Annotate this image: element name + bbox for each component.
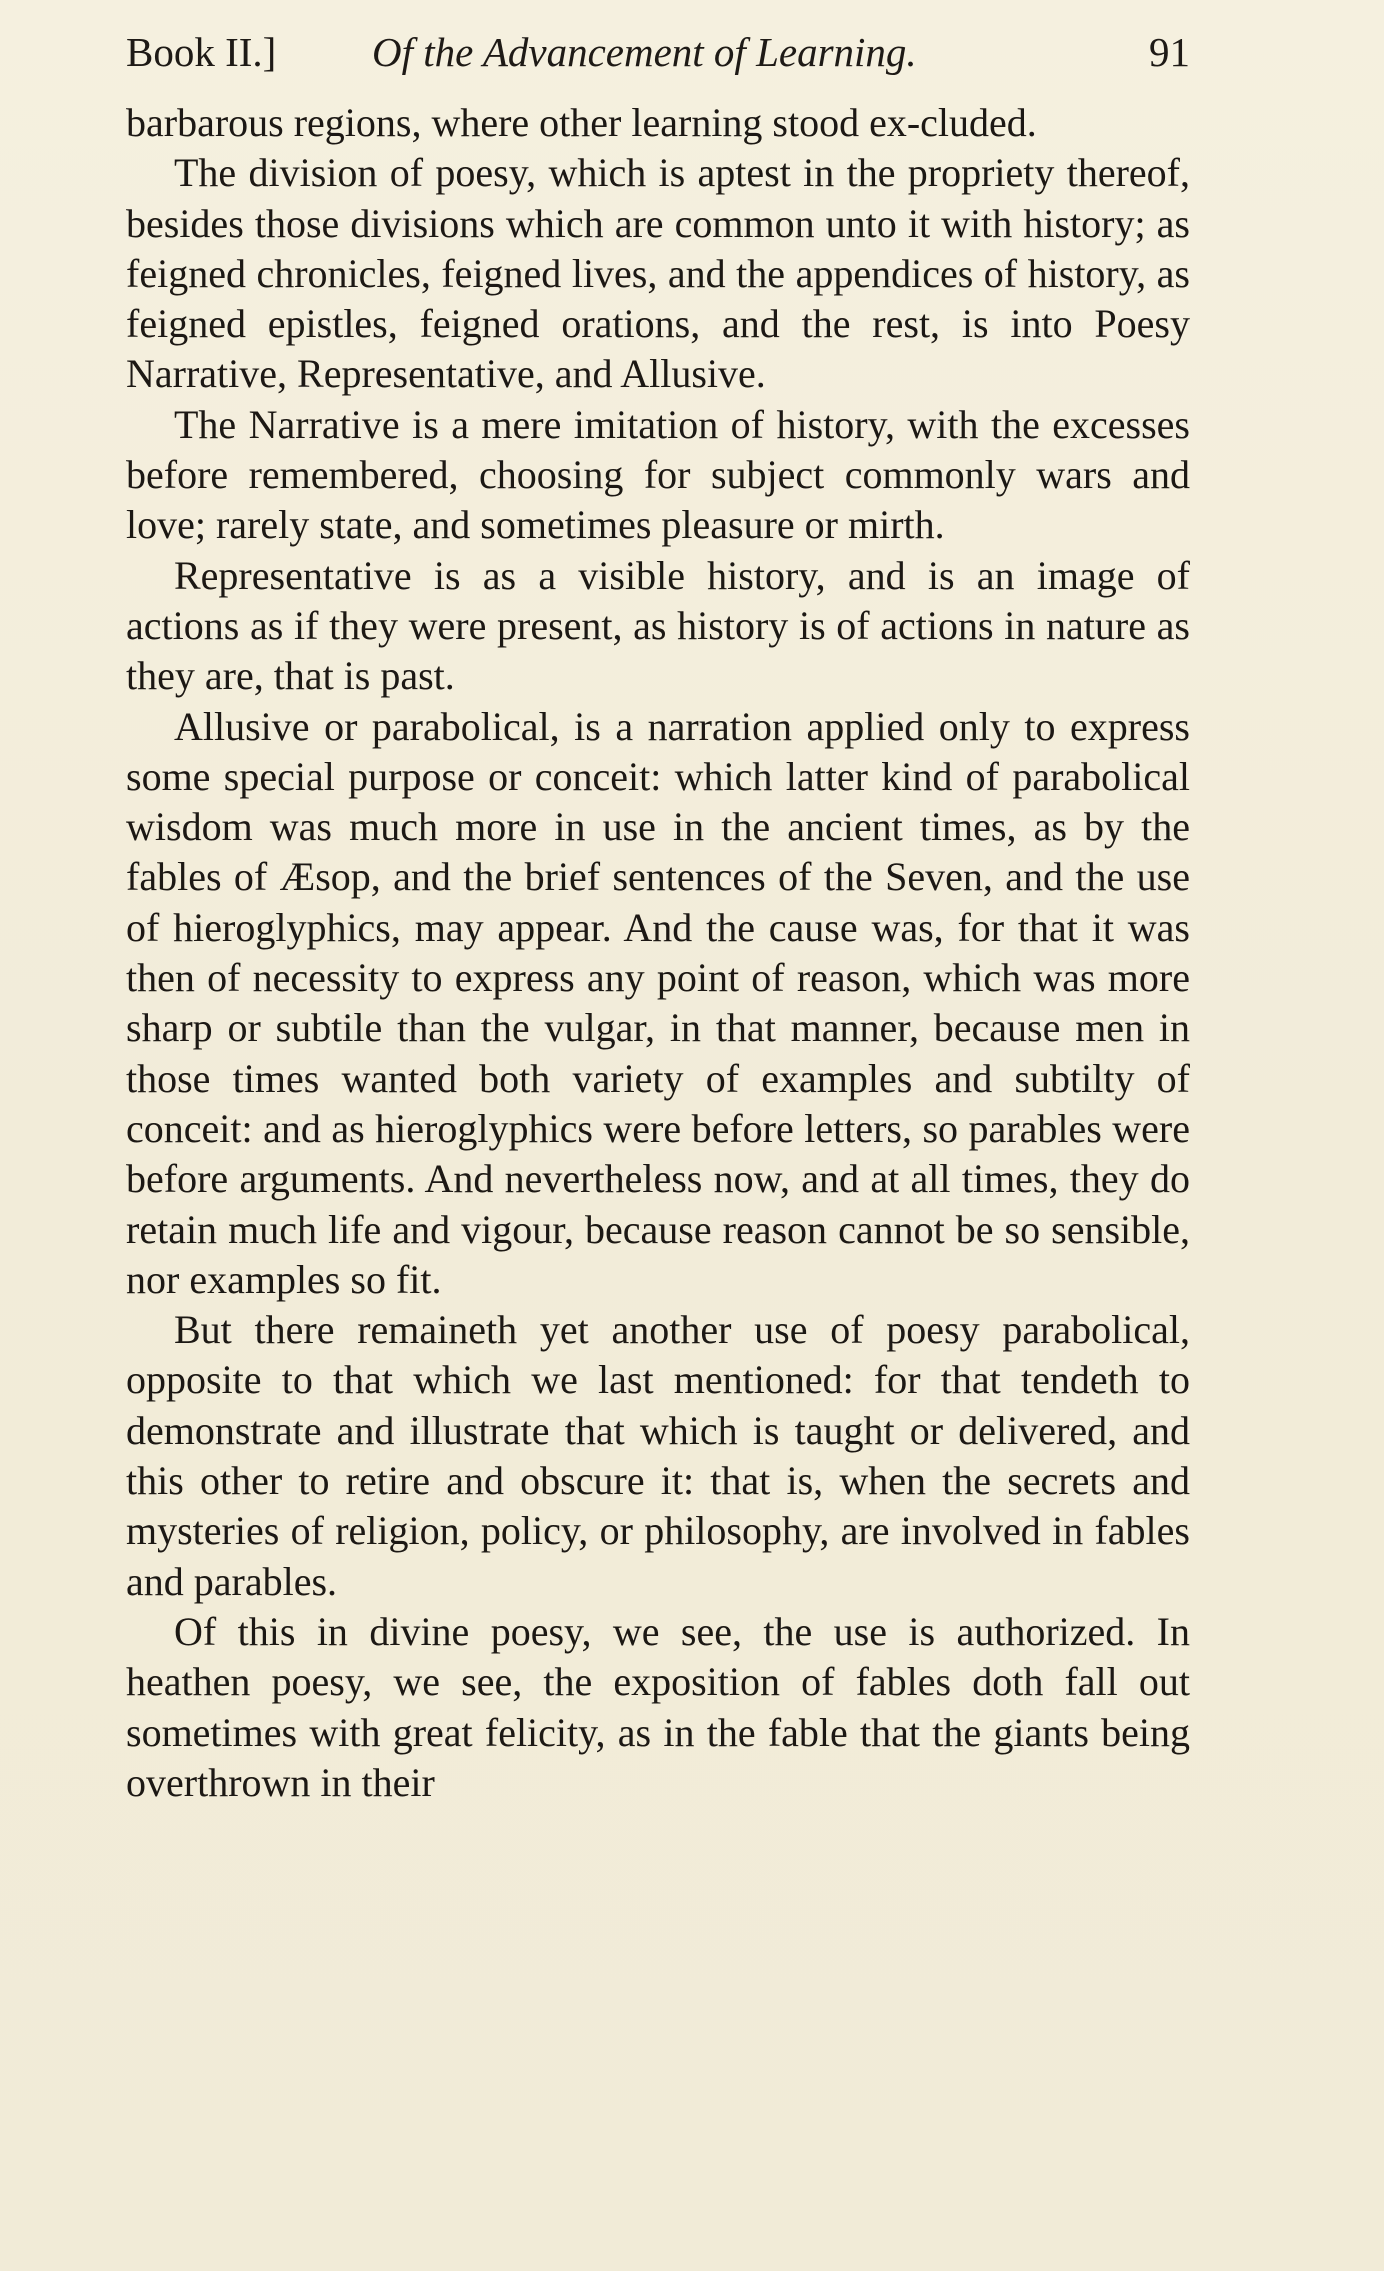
body-text [126,98,1190,1808]
paragraph-division-of-poesy: The division of poesy, which is aptest in the propriety thereof, besides those divisions which are common unto it with history; as feigned chronicles, feigned lives, and the appendices of history, as feigned epistles, feigned orations, and the rest, is into Poesy Narrative, Representative, and Allusive. [126,150,1190,397]
paragraph-continuation: barbarous regions, where other learning stood ex-cluded. [126,100,1037,145]
page-number: 91 [1149,29,1190,75]
paragraph-representative: Representative is as a visible history, and is an image of actions as if they were present, as history is of actions in nature as they are, that is past. [126,552,1190,699]
paragraph-narrative: The Narrative is a mere imitation of history, with the excesses before remembered, choosing for subject commonly wars and love; rarely state, and sometimes pleasure or mirth. [126,401,1190,548]
running-title: Of the Advancement of Learning. [372,29,917,75]
paragraph-another-use: But there remaineth yet another use of poesy parabolical, opposite to that which we last mentioned: for that tendeth to demonstrate and illustrate that which is taught or delivered, and this other to retire and obscure it: that is, when the secrets and mysteries of religion, policy, or philosophy, are involved in fables and parables. [126,1307,1190,1604]
book-section-label: Book II.] [126,29,277,75]
running-header [126,24,1190,82]
paragraph-divine-poesy: Of this in divine poesy, we see, the use is authorized. In heathen poesy, we see, the exposition of fables doth fall out sometimes with great felicity, as in the fable that the giants being overthrown in their [126,1608,1190,1805]
paragraph-allusive: Allusive or parabolical, is a narration applied only to express some special purpose or conceit: which latter kind of parabolical wisdom was much more in use in the ancient times, as by the fables of Æsop, and the brief sentences of the Seven, and the use of hieroglyphics, may appear. And the cause was, for that it was then of necessity to express any point of reason, which was more sharp or subtile than the vulgar, in that manner, because men in those times wanted both variety of examples and subtilty of conceit: and as hieroglyphics were before letters, so parables were before arguments. And nevertheless now, and at all times, they do retain much life and vigour, because reason cannot be so sensible, nor examples so fit. [126,703,1190,1302]
